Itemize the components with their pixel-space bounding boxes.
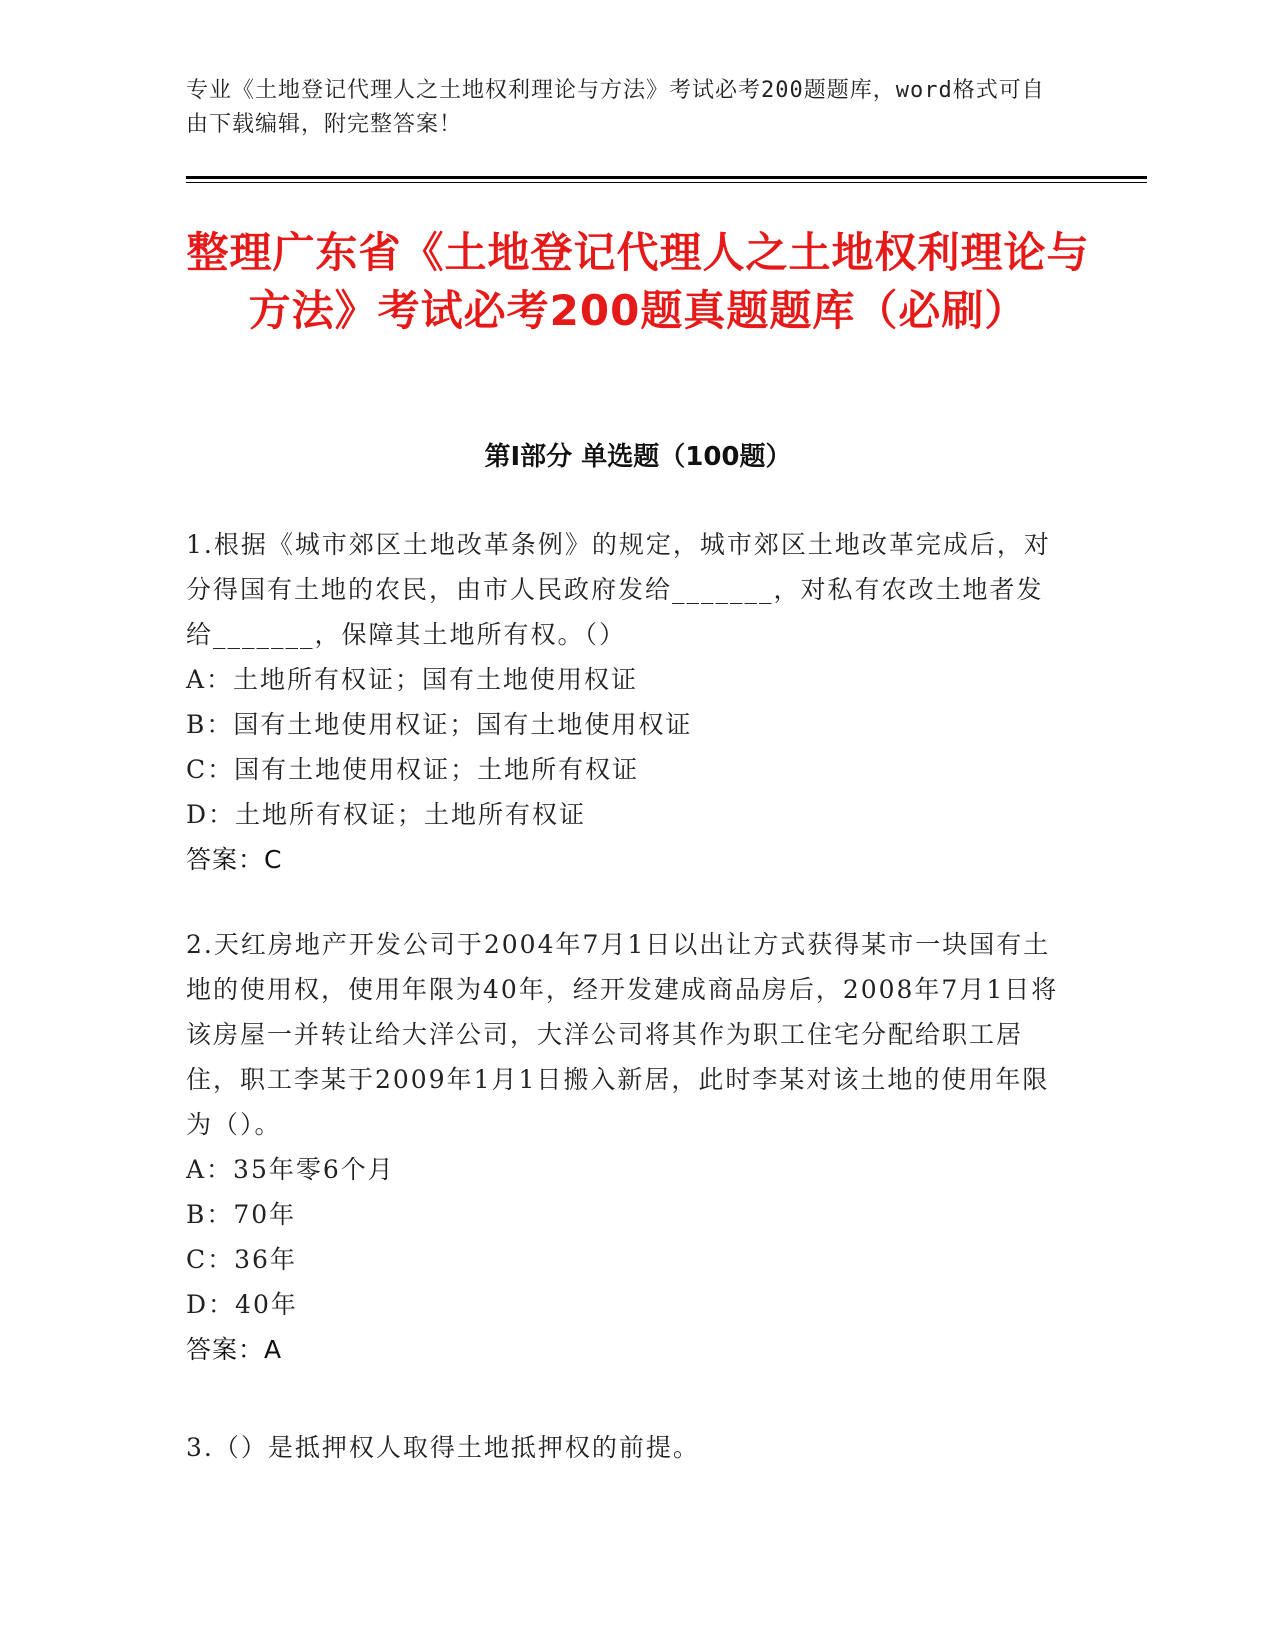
question-stem: 2.天红房地产开发公司于2004年7月1日以出让方式获得某市一块国有土地的使用权，使用年限为40年，经开发建成商品房后，2008年7月1日将该房屋一并转让给大洋公司，大洋公司将其作为职工住宅分配给职工居住，职工李某于2009年1月1日搬入新居，此时李某对该土地的使用年限为（）。 <box>186 930 1059 1139</box>
header-divider-thin <box>186 182 1147 183</box>
option-a: A：35年零6个月 <box>186 1155 395 1184</box>
document-title: 整理广东省《土地登记代理人之土地权利理论与方法》考试必考200题真题题库（必刷） <box>186 228 1090 335</box>
question-item <box>186 1425 1066 1470</box>
question-stem: 1.根据《城市郊区土地改革条例》的规定，城市郊区土地改革完成后，对分得国有土地的农民，由市人民政府发给_______，对私有农改土地者发给_______，保障其土地所有权。（） <box>186 530 1051 649</box>
option-a: A：土地所有权证；国有土地使用权证 <box>186 665 639 694</box>
answer-label: 答案：C <box>186 845 283 874</box>
option-b: B：70年 <box>186 1200 297 1229</box>
option-d: D：40年 <box>186 1290 298 1319</box>
question-item <box>186 522 1066 882</box>
section-title: 第Ⅰ部分 单选题（100题） <box>484 442 792 472</box>
question-item <box>186 922 1066 1372</box>
answer-label: 答案：A <box>186 1335 283 1364</box>
option-c: C：国有土地使用权证；土地所有权证 <box>186 755 640 784</box>
header-divider-thick <box>186 176 1147 179</box>
option-d: D：土地所有权证；土地所有权证 <box>186 800 587 829</box>
header-note: 专业《土地登记代理人之土地权利理论与方法》考试必考200题题库，word格式可自由下载编辑，附完整答案！ <box>186 78 1045 137</box>
option-b: B：国有土地使用权证；国有土地使用权证 <box>186 710 693 739</box>
option-c: C：36年 <box>186 1245 297 1274</box>
question-stem: 3.（）是抵押权人取得土地抵押权的前提。 <box>186 1433 700 1462</box>
